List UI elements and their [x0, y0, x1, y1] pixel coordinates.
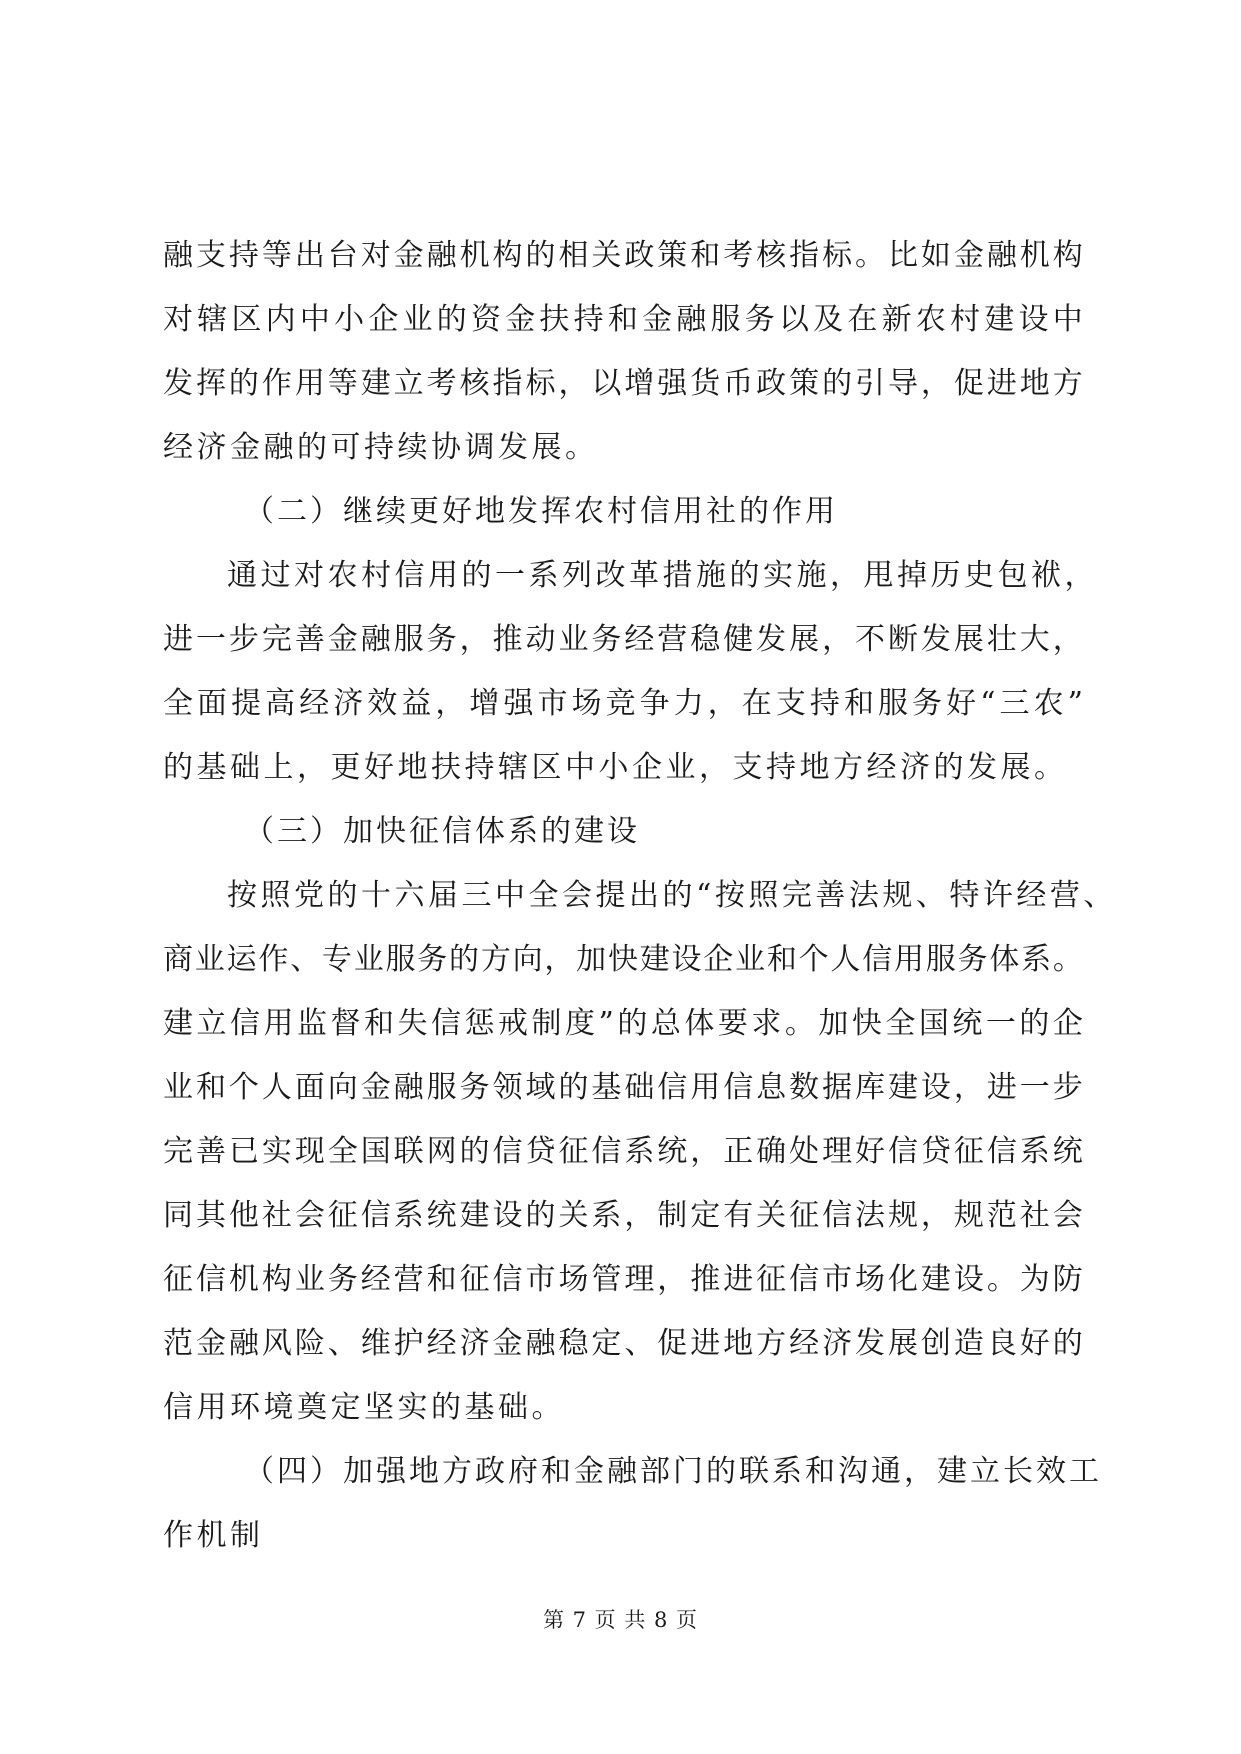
page-number: 第 7 页 共 8 页: [542, 1608, 699, 1632]
body-line: 全 面 提 高 经 济 效 益 ， 增 强 市 场 竞 争 力 ， 在 支 持 和 服 务 好 “ 三 农 ”: [163, 686, 1083, 721]
body-line: 建 立 信 用 监 督 和 失 信 惩 戒 制 度 ” 的 总 体 要 求 。 加 快 全 国 统 一 的 企: [163, 1006, 1083, 1041]
body-line: 范 金 融 风 险 、 维 护 经 济 金 融 稳 定 、 促 进 地 方 经 济 发 展 创 造 良 好 的: [163, 1326, 1083, 1361]
body-line: 进 一 步 完 善 金 融 服 务 ， 推 动 业 务 经 营 稳 健 发 展 ， 不 断 发 展 壮 大 ，: [163, 622, 1083, 657]
body-line: 征 信 机 构 业 务 经 营 和 征 信 市 场 管 理 ， 推 进 征 信 市 场 化 建 设 。 为 防: [163, 1262, 1083, 1297]
body-line: 对 辖 区 内 中 小 企 业 的 资 金 扶 持 和 金 融 服 务 以 及 在 新 农 村 建 设 中: [163, 302, 1083, 337]
section-heading-3: （三）加快征信体系的建设: [244, 814, 640, 849]
body-line: 发 挥 的 作 用 等 建 立 考 核 指 标 ， 以 增 强 货 币 政 策 的 引 导 ， 促 进 地 方: [163, 366, 1083, 401]
section-heading-4: （四）加强地方政府和金融部门的联系和沟通，建立长效工: [244, 1454, 1102, 1489]
body-line: 的基础上，更好地扶持辖区中小企业，支持地方经济的发展。: [163, 750, 1068, 785]
document-body: [163, 224, 1117, 1568]
body-line: 作机制: [163, 1518, 264, 1553]
body-line: 按照党的十六届三中全会提出的“按照完善法规、特许经营、: [227, 878, 1117, 913]
body-line: 业 和 个 人 面 向 金 融 服 务 领 域 的 基 础 信 用 信 息 数 据 库 建 设 ， 进 一 步: [163, 1070, 1083, 1105]
section-heading-2: （二）继续更好地发挥农村信用社的作用: [244, 494, 838, 529]
body-line: 信用环境奠定坚实的基础。: [163, 1390, 565, 1425]
body-line: 融 支 持 等 出 台 对 金 融 机 构 的 相 关 政 策 和 考 核 指 标 。 比 如 金 融 机 构: [163, 238, 1083, 273]
body-line: 商 业 运 作 、 专 业 服 务 的 方 向 ， 加 快 建 设 企 业 和 个 人 信 用 服 务 体 系 。: [163, 942, 1083, 977]
body-line: 完 善 已 实 现 全 国 联 网 的 信 贷 征 信 系 统 ， 正 确 处 理 好 信 贷 征 信 系 统: [163, 1134, 1083, 1169]
body-line: 经济金融的可持续协调发展。: [163, 430, 599, 465]
body-line: 通过对农村信用的一系列改革措施的实施，甩掉历史包袱，: [227, 558, 1098, 593]
body-line: 同 其 他 社 会 征 信 系 统 建 设 的 关 系 ， 制 定 有 关 征 信 法 规 ， 规 范 社 会: [163, 1198, 1083, 1233]
